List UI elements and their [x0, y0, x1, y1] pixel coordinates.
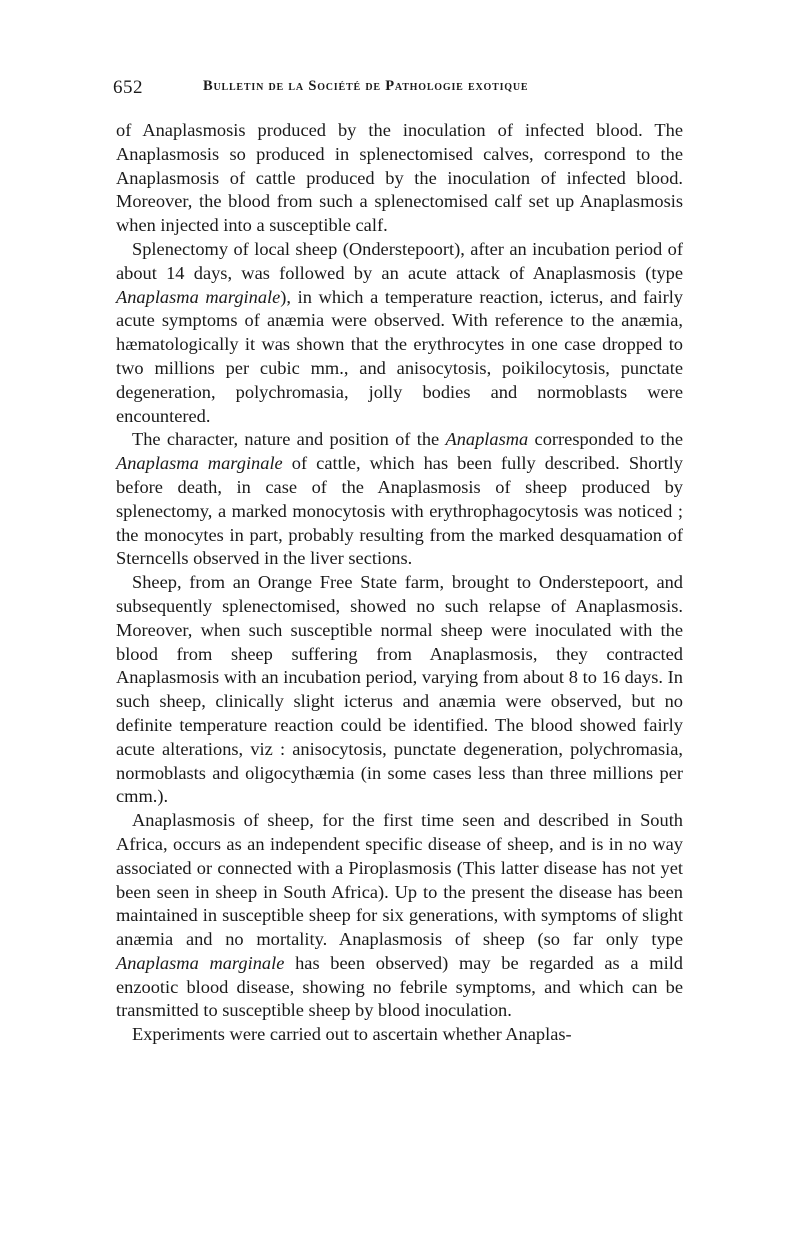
paragraph: [116, 809, 683, 1023]
paragraph-text: The character, nature and position of the: [132, 429, 446, 450]
body-text: [116, 119, 683, 1047]
paragraph: [116, 119, 683, 238]
paragraph: [116, 1023, 683, 1047]
paragraph-text: of cattle, which has been fully described. Shortly before death, in case of the Anaplasmosis of sheep produced by splenectomy, a marked monocytosis with erythrophagocytosis was noticed ; the monocytes in part, probably resulting from the marked desquamation of Sterncells observed in the liver sections.: [116, 453, 683, 569]
paragraph-text: of Anaplasmosis produced by the inoculation of infected blood. The Anaplasmosis so produced in splenectomised calves, correspond to the Anaplasmosis of cattle produced by the inoculation of infected blood. Moreover, the blood from such a splenectomised calf set up Anaplasmosis when injected into a susceptible calf.: [116, 120, 683, 236]
italic-term: Anaplasma: [445, 429, 529, 450]
italic-term: Anaplasma marginale: [116, 952, 285, 973]
italic-term: Anaplasma marginale: [116, 286, 281, 307]
page-number: 652: [113, 77, 143, 98]
paragraph-text: Anaplasmosis of sheep, for the first time seen and described in South Africa, occurs as an independent specific disease of sheep, and is in no way associated or connected with a Piroplasmosis (This latter disease has not yet been seen in sheep in South Africa). Up to the present the disease has been maintained in susceptible sheep for six generations, with symptoms of slight anæmia and no mortality. Anaplasmosis of sheep (so far only type: [116, 810, 683, 950]
paragraph-text: Splenectomy of local sheep (Onderstepoort), after an incubation period of about 14 days, was followed by an acute attack of Anaplasmosis (type: [116, 238, 683, 283]
paragraph: [116, 238, 683, 428]
paragraph-text: has been observed) may be regarded as a mild enzootic blood disease, showing no febrile symptoms, and which can be transmitted to susceptible sheep by blood inoculation.: [116, 952, 683, 1021]
paragraph-text: ), in which a temperature reaction, icterus, and fairly acute symptoms of anæmia were observed. With reference to the anæmia, hæmatologically it was shown that the erythrocytes in one case dropped to two millions per cubic mm., and anisocytosis, poikilocytosis, punctate degeneration, polychromasia, jolly bodies and normoblasts were encountered.: [116, 286, 683, 426]
paragraph-text: Experiments were carried out to ascertain whether Anaplas-: [132, 1024, 572, 1045]
running-title: Bulletin de la Société de Pathologie exotique: [203, 78, 529, 94]
paragraph-text: Sheep, from an Orange Free State farm, brought to Onderstepoort, and subsequently splenectomised, showed no such relapse of Anaplasmosis. Moreover, when such susceptible normal sheep were inoculated with the blood from sheep suffering from Anaplasmosis, they contracted Anaplasmosis with an incubation period, varying from about 8 to 16 days. In such sheep, clinically slight icterus and anæmia were observed, but no definite temperature reaction could be identified. The blood showed fairly acute alterations, viz : anisocytosis, punctate degeneration, polychromasia, normoblasts and oligocythæmia (in some cases less than three millions per cmm.).: [116, 572, 683, 807]
paragraph: [116, 571, 683, 809]
paragraph-text: corresponded to the: [528, 429, 683, 450]
italic-term: Anaplasma marginale: [116, 453, 283, 474]
paragraph: [116, 428, 683, 571]
